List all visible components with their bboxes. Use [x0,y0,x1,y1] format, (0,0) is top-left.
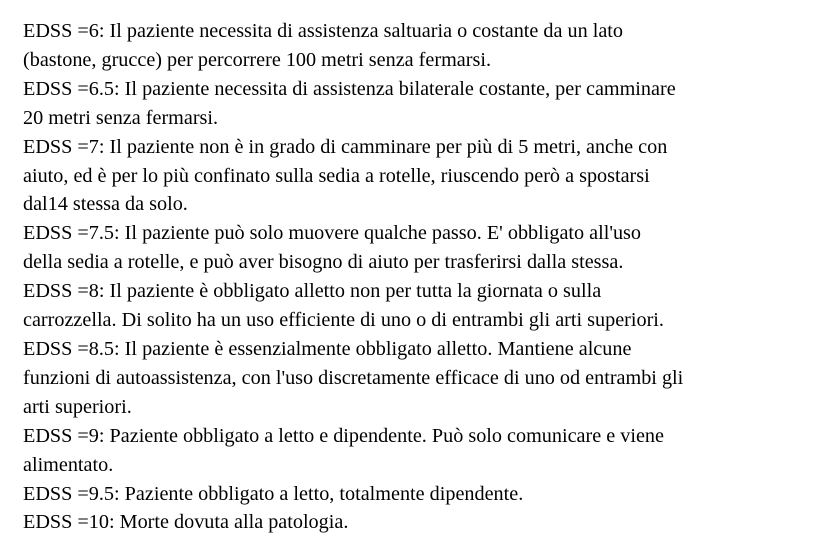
entry-line: (bastone, grucce) per percorrere 100 metri senza fermarsi. [23,48,491,71]
edss-entry-10 [23,508,823,537]
edss-entry-8-5 [23,335,823,422]
edss-entry-7 [23,133,823,220]
entry-line: EDSS =8: Il paziente è obbligato alletto non per tutta la giornata o sulla [23,280,602,303]
entry-line: aiuto, ed è per lo più confinato sulla sedia a rotelle, riuscendo però a spostarsi [23,164,650,187]
edss-entry-9-5 [23,480,823,509]
entry-line: EDSS =10: Morte dovuta alla patologia. [23,511,349,534]
edss-entry-8 [23,277,823,335]
entry-line: EDSS =9: Paziente obbligato a letto e dipendente. Può solo comunicare e viene [23,424,664,447]
entry-line: arti superiori. [23,395,132,418]
edss-entry-6 [23,17,823,75]
entry-line: EDSS =6: Il paziente necessita di assistenza saltuaria o costante da un lato [23,20,624,42]
entry-line: dal14 stessa da solo. [23,193,188,216]
entry-line: funzioni di autoassistenza, con l'uso discretamente efficace di uno od entrambi gli [23,366,684,389]
document-body [23,17,823,537]
edss-entry-7-5 [23,219,823,277]
entry-line: EDSS =6.5: Il paziente necessita di assistenza bilaterale costante, per camminare [23,77,676,100]
entry-line: della sedia a rotelle, e può aver bisogno di aiuto per trasferirsi dalla stessa. [23,251,624,274]
entry-line: alimentato. [23,453,114,476]
entry-line: EDSS =8.5: Il paziente è essenzialmente obbligato alletto. Mantiene alcune [23,337,632,360]
entry-line: 20 metri senza fermarsi. [23,106,219,129]
edss-entry-9 [23,422,823,480]
entry-line: EDSS =7.5: Il paziente può solo muovere qualche passo. E' obbligato all'uso [23,222,642,245]
edss-entry-6-5 [23,75,823,133]
entry-line: carrozzella. Di solito ha un uso efficiente di uno o di entrambi gli arti superiori. [23,309,664,332]
entry-line: EDSS =9.5: Paziente obbligato a letto, totalmente dipendente. [23,482,524,505]
entry-line: EDSS =7: Il paziente non è in grado di camminare per più di 5 metri, anche con [23,135,668,158]
